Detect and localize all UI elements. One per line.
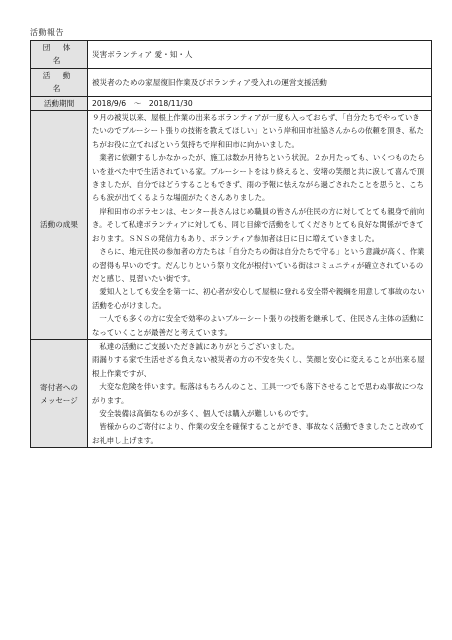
results-paragraph: 愛知人としても安全を第一に、初心者が安心して屋根に登れる安全帯や親綱を用意して事故のない活動を心がけました。 (92, 287, 425, 310)
group-name-label: 団 体 名 (31, 41, 88, 69)
results-body (88, 111, 432, 340)
row-activity-name (31, 68, 432, 96)
donor-paragraph: 皆様からのご寄付により、作業の安全を確保することができ、事故なく活動できましたこと改めてお礼申し上げます。 (92, 422, 425, 445)
activity-name-label: 活 動 名 (31, 68, 88, 96)
results-paragraph: ９月の被災以来、屋根上作業の出来るボランティアが一度も入っておらず、「自分たちでやっていきたいのでブルーシート張りの技術を教えてほしい」という岸和田市社協さんからの依頼を頂き、私たちがお役に立てればという気持ちで岸和田市に向かいました。 (92, 113, 424, 149)
results-paragraph: 岸和田市のボラセンは、センター長さんはじめ職員の皆さんが住民の方に対してとても親身で前向き。そして私達ボランティアに対しても、同じ目線で活動をしてくださりとても良好な関係ができております。ＳＮＳの発信力もあり、ボランティア参加者は日に日に増えていきました。 (92, 206, 425, 243)
donor-label-line: 寄付者への (40, 382, 78, 392)
donor-paragraph: 大変な危険を伴います。転落はもちろんのこと、工具一つでも落下させることで思わぬ事故につながります。 (92, 382, 424, 405)
row-results (31, 111, 432, 340)
results-paragraph: さらに、地元住民の参加者の方たちは「自分たちの街は自分たちで守る」という意識が高く、作業の習得も早いのです。だんじりという祭り文化が根付いている街はコミュニティが確立されているのだと感じ、見習いたい街です。 (92, 247, 425, 283)
group-name-value: 災害ボランティア 愛・知・人 (88, 41, 432, 69)
activity-name-value: 被災者のための家屋復旧作業及びボランティア受入れの運営支援活動 (88, 68, 432, 96)
results-label: 活動の成果 (31, 111, 88, 340)
row-group-name (31, 41, 432, 69)
results-paragraph: 業者に依頼するしかなかったが、施工は数か月待ちという状況。２か月たっても、いくつものたらいを並べた中で生活されている家。ブルーシートをはり終えると、安堵の笑顔と共に涙して喜んで頂きましたが、自分ではどうすることもできず、雨の予報に怯えながら過ごされたことを思うと、こちらも涙が出てくるような場面がたくさんありました。 (92, 153, 425, 203)
donor-message-body (88, 339, 432, 447)
donor-message-label (31, 339, 88, 447)
document-heading: 活動報告 (30, 28, 64, 37)
donor-paragraph: 雨漏りする家で生活せざる負えない被災者の方の不安を失くし、笑顔と安心に変えることが出来る屋根上作業ですが、 (92, 355, 425, 378)
report-table (30, 40, 432, 448)
donor-label-line: メッセージ (40, 395, 78, 405)
row-donor-message (31, 339, 432, 447)
donor-paragraph: 安全装備は高価なものが多く、個人では購入が難しいものです。 (99, 408, 313, 418)
activity-period-label: 活動期間 (31, 96, 88, 110)
results-paragraph: 一人でも多くの方に安全で効率のよいブルーシート張りの技術を継承して、住民さん主体の活動になっていくことが最善だと考えています。 (92, 314, 424, 337)
donor-paragraph: 私達の活動にご支援いただき誠にありがとうございました。 (99, 341, 299, 351)
activity-period-value: 2018/9/6 ～ 2018/11/30 (88, 96, 432, 110)
row-activity-period (31, 96, 432, 110)
